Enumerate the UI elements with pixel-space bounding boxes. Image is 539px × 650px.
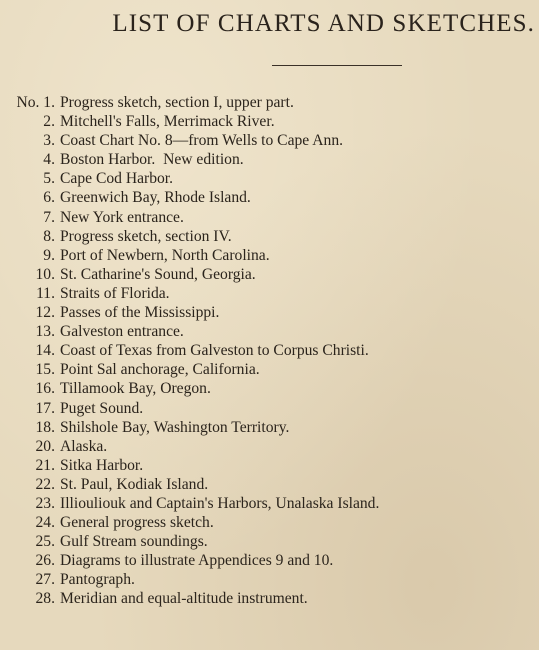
entry-number: 14. [35,342,55,360]
title-rule [272,65,402,66]
entry-number: 15. [35,361,55,379]
list-item [0,379,539,398]
entry-number: 9. [43,246,55,264]
entry-text: Port of Newbern, North Carolina. [60,246,270,264]
entry-number: 8. [43,227,55,245]
entry-number: 27. [35,571,55,589]
entry-text: Progress sketch, section I, upper part. [60,94,294,111]
list-item [0,360,539,379]
charts-list [0,93,539,609]
entry-text: Coast of Texas from Galveston to Corpus Christi. [60,342,369,360]
entry-number: 6. [43,189,55,207]
entry-number: 5. [43,170,55,188]
entry-number: 7. [43,208,55,226]
entry-number: 11. [36,284,55,302]
entry-number: 26. [35,552,55,570]
entry-number: 28. [35,590,55,608]
list-item [0,303,539,322]
list-item [0,475,539,494]
entry-text: Cape Cod Harbor. [60,170,174,188]
list-item [0,494,539,513]
list-item [0,284,539,303]
entry-text: Point Sal anchorage, California. [60,361,260,379]
page-title: LIST OF CHARTS AND SKETCHES. [112,10,535,37]
entry-text: St. Catharine's Sound, Georgia. [60,265,256,283]
entry-text: New York entrance. [60,208,184,226]
list-item [0,437,539,456]
entry-text: Shilshole Bay, Washington Territory. [60,418,290,436]
entry-number: 10. [35,265,55,283]
list-item [0,208,539,227]
entry-text: General progress sketch. [60,514,214,532]
entry-number: 3. [43,132,55,150]
entry-text: Straits of Florida. [60,284,170,302]
list-item [0,131,539,150]
entry-text: Greenwich Bay, Rhode Island. [60,189,251,207]
entry-number: 25. [35,533,55,551]
entry-number: 13. [35,323,55,341]
entry-text: Gulf Stream soundings. [60,533,208,551]
entry-number: 4. [43,151,55,169]
list-item [0,532,539,551]
entry-number: 16. [35,380,55,398]
list-item [0,551,539,570]
list-item [0,150,539,169]
list-item [0,570,539,589]
list-item [0,341,539,360]
entry-text: Diagrams to illustrate Appendices 9 and 10. [60,552,334,570]
list-item [0,513,539,532]
entry-number: 18. [35,418,55,436]
entry-number: 20. [35,437,55,455]
entry-number: 12. [35,304,55,322]
entry-text: Coast Chart No. 8—from Wells to Cape Ann. [60,132,344,150]
entry-number: 2. [43,113,55,131]
entry-text: Meridian and equal-altitude instrument. [60,590,308,608]
entry-text: Progress sketch, section IV. [60,227,232,245]
entry-number: 17. [35,399,55,417]
list-item [0,169,539,188]
entry-text: Passes of the Mississippi. [60,304,220,322]
list-item [0,399,539,418]
list-item [0,93,539,112]
entry-number: 24. [35,514,55,532]
entry-text: Pantograph. [60,571,135,589]
entry-number: 22. [35,475,55,493]
entry-number: 21. [35,456,55,474]
list-item [0,589,539,608]
entry-text: St. Paul, Kodiak Island. [60,475,209,493]
entry-number: 23. [35,494,55,512]
entry-text: Boston Harbor. New edition. [60,151,244,169]
entry-text: Illioulіouk and Captain's Harbors, Unalaska Island. [60,494,380,512]
entry-text: Alaska. [60,437,108,455]
list-item [0,112,539,131]
entry-text: Puget Sound. [60,399,144,417]
entry-text: Galveston entrance. [60,323,184,341]
entry-text: Tillamook Bay, Oregon. [60,380,211,398]
list-item [0,265,539,284]
entry-text: Sitka Harbor. [60,456,144,474]
entry-number: No. 1. [16,94,55,111]
list-item [0,322,539,341]
list-item [0,188,539,207]
list-item [0,227,539,246]
list-item [0,246,539,265]
list-item [0,456,539,475]
entry-text: Mitchell's Falls, Merrimack River. [60,113,275,131]
list-item [0,418,539,437]
